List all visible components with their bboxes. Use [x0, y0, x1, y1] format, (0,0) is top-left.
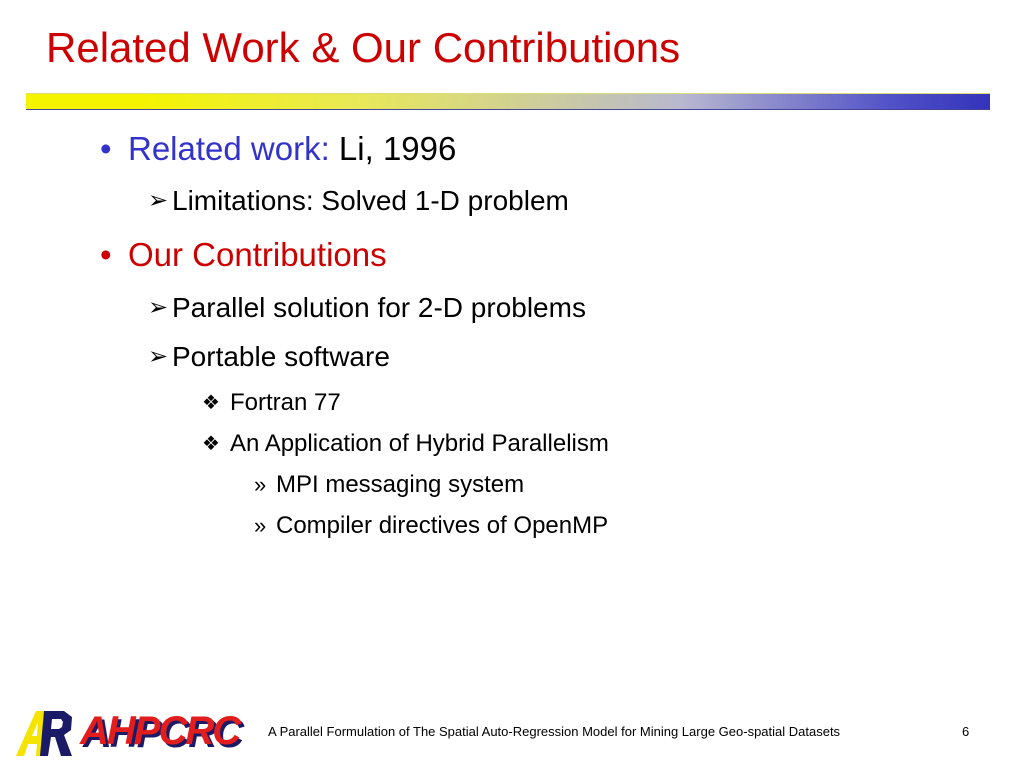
related-work-text: Li, 1996: [329, 130, 457, 167]
item-mpi: [254, 471, 524, 499]
raquo-bullet-icon: »: [254, 513, 267, 538]
item-hybrid-parallelism: [202, 430, 609, 458]
openmp-text: Compiler directives of OpenMP: [276, 512, 609, 539]
slide-title: Related Work & Our Contributions: [46, 24, 681, 71]
arrow-bullet-icon: ➢: [148, 294, 169, 321]
our-contributions-label: Our Contributions: [128, 236, 387, 273]
title-underline-bar: [26, 93, 990, 110]
footer-caption: A Parallel Formulation of The Spatial Auto-Regression Model for Mining Large Geo-spatial Datasets: [268, 724, 841, 739]
fortran-text: Fortran 77: [230, 389, 341, 416]
ar-logo-mark-icon: [14, 708, 76, 758]
bullet-related-work: [100, 130, 456, 168]
sub-bullet-portable-software: [148, 341, 390, 373]
bullet-dot-icon: •: [100, 130, 112, 167]
item-fortran: [202, 389, 341, 417]
page-number: 6: [962, 724, 970, 739]
raquo-bullet-icon: »: [254, 472, 267, 497]
sub-bullet-limitations: [148, 185, 569, 217]
limitations-text: Limitations: Solved 1-D problem: [172, 185, 569, 216]
hybrid-parallelism-text: An Application of Hybrid Parallelism: [230, 430, 609, 457]
ahpcrc-logo-text: AHPCRC: [80, 709, 240, 753]
arrow-bullet-icon: ➢: [148, 343, 169, 370]
bullet-our-contributions: [100, 236, 387, 274]
item-openmp: [254, 512, 608, 540]
ahpcrc-logo: [14, 708, 244, 758]
parallel-solution-text: Parallel solution for 2-D problems: [172, 292, 586, 323]
sub-bullet-parallel-solution: [148, 292, 586, 324]
diamond-bullet-icon: ❖: [202, 392, 220, 414]
arrow-bullet-icon: ➢: [148, 187, 169, 214]
mpi-text: MPI messaging system: [276, 471, 525, 498]
related-work-label: Related work:: [128, 130, 330, 167]
bullet-dot-icon: •: [100, 236, 112, 273]
portable-software-text: Portable software: [172, 341, 390, 372]
diamond-bullet-icon: ❖: [202, 433, 220, 455]
